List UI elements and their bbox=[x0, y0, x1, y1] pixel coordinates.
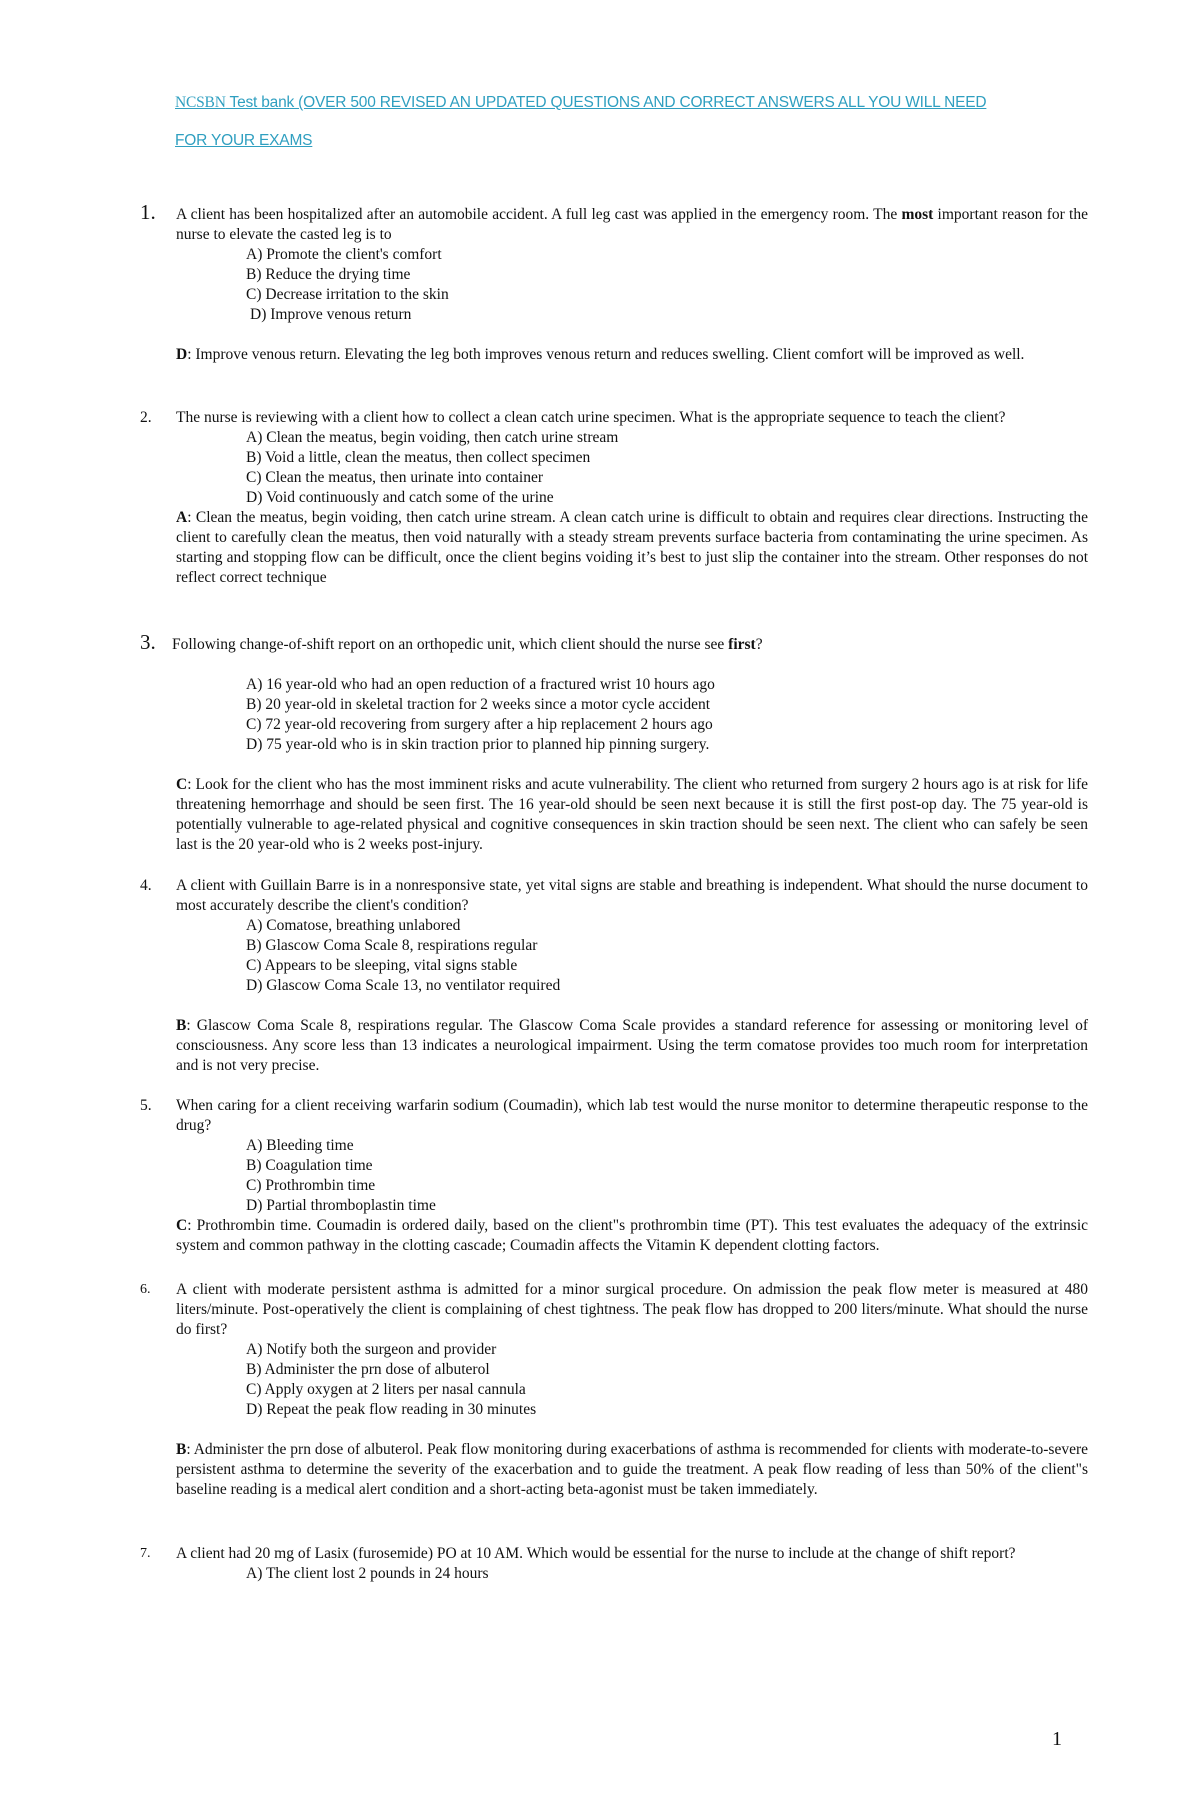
answer-explanation bbox=[140, 508, 1088, 588]
option-b: B) Reduce the drying time bbox=[246, 266, 411, 283]
question-stem: A client has been hospitalized after an automobile accident. A full leg cast was applied in the emergency room. The most important reason for the nurse to elevate the casted leg is to bbox=[176, 206, 1088, 243]
option-d: D) Glascow Coma Scale 13, no ventilator required bbox=[246, 977, 561, 994]
answer-text: : Clean the meatus, begin voiding, then catch urine stream. A clean catch urine is difficult to obtain and requires clear directions. Instructing the client to carefully clean the meatus, then void naturally with a steady stream prevents surface bacteria from contaminating the urine specimen. As starting and stopping flow can be difficult, once the client begins voiding it’s best to just slip the container into the stream. Other responses do not reflect correct technique bbox=[176, 509, 1088, 586]
answer-key: D bbox=[176, 346, 188, 363]
question-number: 2. bbox=[140, 409, 152, 426]
option-c: C) Prothrombin time bbox=[246, 1177, 376, 1194]
question-stem: When caring for a client receiving warfarin sodium (Coumadin), which lab test would the nurse monitor to determine therapeutic response to the drug? bbox=[176, 1097, 1088, 1134]
answer-text: : Improve venous return. Elevating the leg both improves venous return and reduces swelling. Client comfort will be improved as well. bbox=[187, 346, 1025, 363]
question-stem: Following change-of-shift report on an orthopedic unit, which client should the nurse see first? bbox=[172, 636, 763, 653]
answer-explanation bbox=[140, 1016, 1088, 1076]
option-b: B) Coagulation time bbox=[246, 1157, 373, 1174]
option-a: A) Notify both the surgeon and provider bbox=[246, 1341, 497, 1358]
option-a: A) 16 year-old who had an open reduction of a fractured wrist 10 hours ago bbox=[246, 676, 715, 693]
answer-explanation bbox=[140, 1440, 1088, 1500]
option-c: C) Apply oxygen at 2 liters per nasal cannula bbox=[246, 1381, 526, 1398]
title-lead: NCSBN bbox=[175, 94, 226, 111]
answer-explanation bbox=[140, 1216, 1088, 1256]
question-stem: A client with moderate persistent asthma is admitted for a minor surgical procedure. On admission the peak flow meter is measured at 480 liters/minute. Post-operatively the client is complaining of chest tightness. The peak flow has dropped to 200 liters/minute. What should the nurse do first? bbox=[176, 1281, 1088, 1338]
option-d: D) Partial thromboplastin time bbox=[246, 1197, 436, 1214]
document-title bbox=[175, 94, 1105, 112]
question-1 bbox=[140, 200, 1088, 365]
question-5 bbox=[140, 1096, 1088, 1256]
question-3 bbox=[140, 630, 1088, 855]
question-number: 3. bbox=[140, 630, 156, 654]
question-stem: A client with Guillain Barre is in a nonresponsive state, yet vital signs are stable and breathing is independent. What should the nurse document to most accurately describe the client's condition? bbox=[176, 877, 1088, 914]
option-b: B) 20 year-old in skeletal traction for 2 weeks since a motor cycle accident bbox=[246, 696, 711, 713]
page-number: 1 bbox=[1052, 1728, 1062, 1750]
answer-text: : Prothrombin time. Coumadin is ordered daily, based on the client"s prothrombin time (PT). This test evaluates the adequacy of the extrinsic system and common pathway in the clotting cascade; Coumadin affects the Vitamin K dependent clotting factors. bbox=[176, 1217, 1088, 1254]
option-d: D) Repeat the peak flow reading in 30 minutes bbox=[246, 1401, 537, 1418]
question-number: 7. bbox=[140, 1546, 151, 1561]
answer-key: C bbox=[176, 1217, 188, 1234]
question-number: 1. bbox=[140, 200, 156, 224]
question-number: 4. bbox=[140, 877, 152, 894]
answer-key: B bbox=[176, 1441, 187, 1458]
option-c: C) Appears to be sleeping, vital signs stable bbox=[246, 957, 518, 974]
answer-explanation bbox=[140, 775, 1088, 855]
answer-key: C bbox=[176, 776, 188, 793]
answer-text: : Look for the client who has the most imminent risks and acute vulnerability. The client who returned from surgery 2 hours ago is at risk for life threatening hemorrhage and should be seen first. The 16 year-old should be seen next because it is still the first post-op day. The 75 year-old is potentially vulnerable to age-related physical and cognitive consequences in skin traction should be seen next. The client who can safely be seen last is the 20 year-old who is 2 weeks post-injury. bbox=[176, 776, 1088, 853]
document-title-line2: FOR YOUR EXAMS bbox=[175, 132, 313, 149]
option-list bbox=[140, 1564, 1088, 1584]
option-list bbox=[140, 916, 1088, 996]
option-list bbox=[140, 428, 1088, 508]
question-4 bbox=[140, 876, 1088, 1076]
answer-key: B bbox=[176, 1017, 187, 1034]
option-c: C) Clean the meatus, then urinate into container bbox=[246, 469, 543, 486]
option-list bbox=[140, 675, 1088, 755]
option-c: C) 72 year-old recovering from surgery after a hip replacement 2 hours ago bbox=[246, 716, 713, 733]
option-b: B) Administer the prn dose of albuterol bbox=[246, 1361, 490, 1378]
answer-text: : Glascow Coma Scale 8, respirations regular. The Glascow Coma Scale provides a standard reference for assessing or monitoring level of consciousness. Any score less than 13 indicates a neurological impairment. Using the term comatose provides too much room for interpretation and is not very precise. bbox=[176, 1017, 1088, 1074]
option-b: B) Glascow Coma Scale 8, respirations regular bbox=[246, 937, 538, 954]
option-a: A) Comatose, breathing unlabored bbox=[246, 917, 461, 934]
option-b: B) Void a little, clean the meatus, then collect specimen bbox=[246, 449, 591, 466]
option-a: A) The client lost 2 pounds in 24 hours bbox=[246, 1565, 489, 1582]
option-list bbox=[140, 1340, 1088, 1420]
question-stem: The nurse is reviewing with a client how to collect a clean catch urine specimen. What is the appropriate sequence to teach the client? bbox=[176, 409, 1006, 426]
answer-text: : Administer the prn dose of albuterol. Peak flow monitoring during exacerbations of asthma is recommended for clients with moderate-to-severe persistent asthma to determine the severity of the exacerbation and to guide the treatment. A peak flow reading of less than 50% of the client"s baseline reading is a medical alert condition and a short-acting beta-agonist must be taken immediately. bbox=[176, 1441, 1088, 1498]
answer-key: A bbox=[176, 509, 188, 526]
title-text: Test bank (OVER 500 REVISED AN UPDATED QUESTIONS AND CORRECT ANSWERS ALL YOU WILL NEED bbox=[225, 94, 987, 111]
option-list bbox=[140, 1136, 1088, 1216]
question-6 bbox=[140, 1280, 1088, 1500]
option-d: D) Improve venous return bbox=[250, 306, 412, 323]
option-a: A) Clean the meatus, begin voiding, then catch urine stream bbox=[246, 429, 619, 446]
question-number: 6. bbox=[140, 1282, 151, 1297]
option-a: A) Bleeding time bbox=[246, 1137, 354, 1154]
answer-explanation bbox=[140, 345, 1088, 365]
option-list bbox=[140, 245, 1088, 325]
option-d: D) 75 year-old who is in skin traction prior to planned hip pinning surgery. bbox=[246, 736, 710, 753]
option-d: D) Void continuously and catch some of the urine bbox=[246, 489, 554, 506]
question-2 bbox=[140, 408, 1088, 588]
option-c: C) Decrease irritation to the skin bbox=[246, 286, 449, 303]
option-a: A) Promote the client's comfort bbox=[246, 246, 442, 263]
question-stem: A client had 20 mg of Lasix (furosemide) PO at 10 AM. Which would be essential for the nurse to include at the change of shift report? bbox=[176, 1545, 1016, 1562]
question-number: 5. bbox=[140, 1097, 152, 1114]
question-7 bbox=[140, 1544, 1088, 1584]
